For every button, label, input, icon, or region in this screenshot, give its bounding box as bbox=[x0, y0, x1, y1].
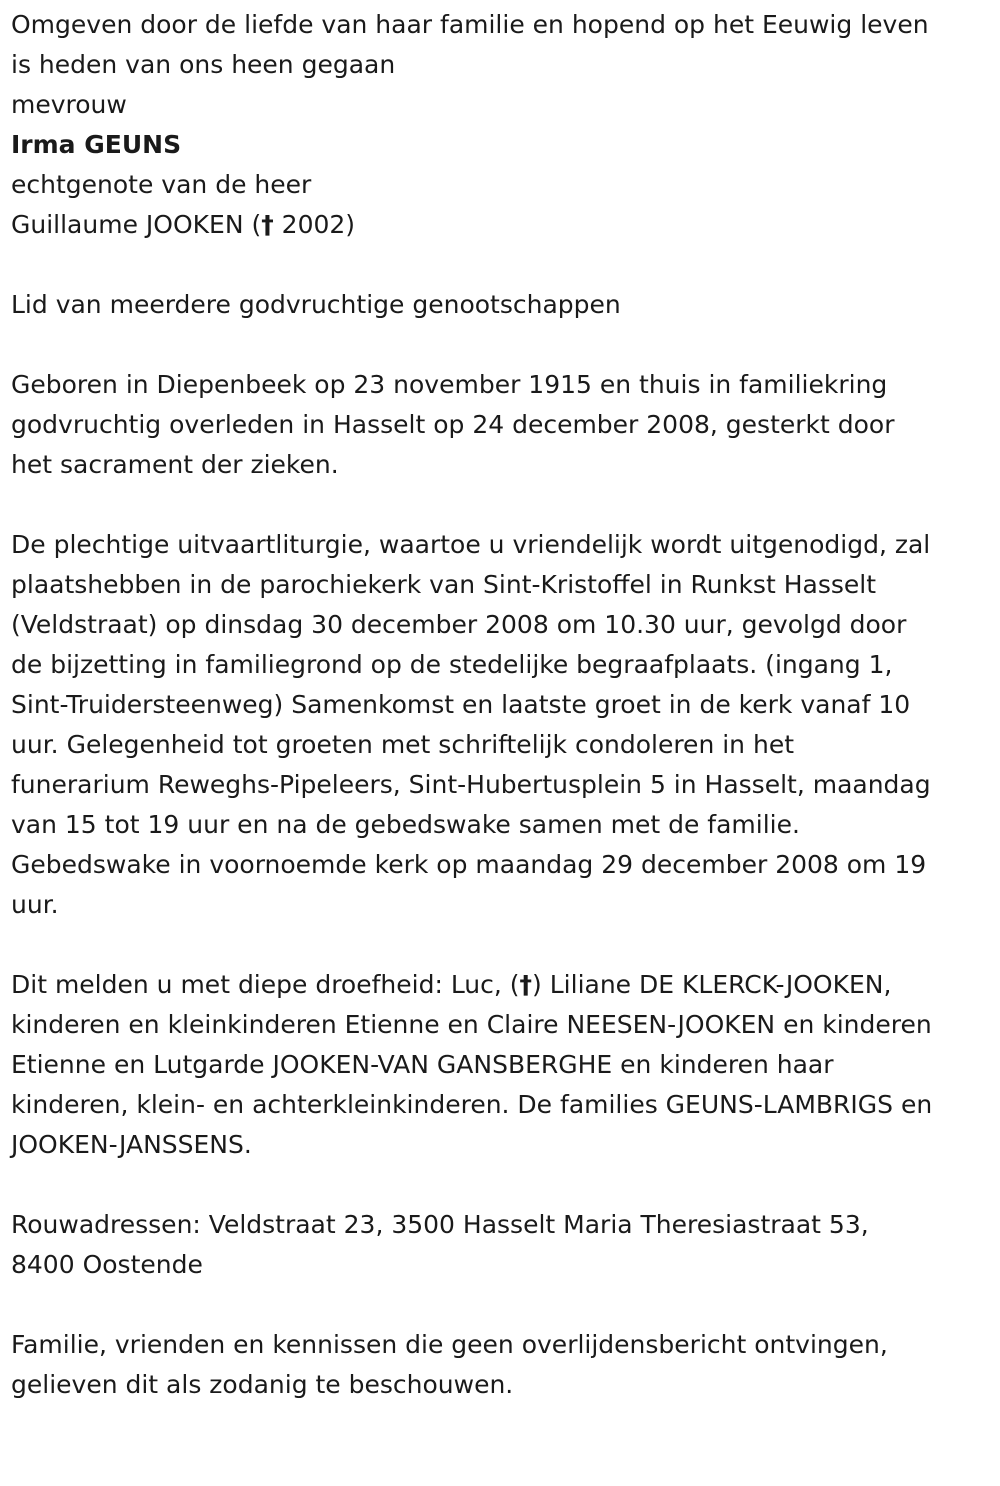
funeral-paragraph bbox=[11, 525, 985, 925]
closing-line: gelieven dit als zodanig te beschouwen. bbox=[11, 1370, 514, 1399]
address-line: Rouwadressen: Veldstraat 23, 3500 Hasselt Maria Theresiastraat 53, bbox=[11, 1210, 869, 1239]
membership-paragraph: Lid van meerdere godvruchtige genootschappen bbox=[11, 290, 621, 319]
funeral-line: (Veldstraat) op dinsdag 30 december 2008 om 10.30 uur, gevolgd door bbox=[11, 610, 907, 639]
cross-icon: † bbox=[261, 210, 274, 239]
intro-line: Omgeven door de liefde van haar familie en hopend op het Eeuwig leven bbox=[11, 10, 929, 39]
closing-paragraph bbox=[11, 1325, 985, 1405]
funeral-line: de bijzetting in familiegrond op de stedelijke begraafplaats. (ingang 1, bbox=[11, 650, 893, 679]
funeral-line: De plechtige uitvaartliturgie, waartoe u vriendelijk wordt uitgenodigd, zal bbox=[11, 530, 931, 559]
funeral-line: funerarium Reweghs-Pipeleers, Sint-Hubertusplein 5 in Hasselt, maandag bbox=[11, 770, 931, 799]
family-line: kinderen en kleinkinderen Etienne en Claire NEESEN-JOOKEN en kinderen bbox=[11, 1010, 932, 1039]
birth-line: godvruchtig overleden in Hasselt op 24 december 2008, gesterkt door bbox=[11, 410, 895, 439]
spouse-year: 2002) bbox=[273, 210, 356, 239]
spouse-prefix: echtgenote van de heer bbox=[11, 170, 312, 199]
funeral-line: Gebedswake in voornoemde kerk op maandag 29 december 2008 om 19 bbox=[11, 850, 927, 879]
cross-icon: † bbox=[519, 970, 533, 999]
family-first-line bbox=[11, 965, 985, 1005]
closing-line: Familie, vrienden en kennissen die geen overlijdensbericht ontvingen, bbox=[11, 1330, 888, 1359]
intro-paragraph bbox=[11, 0, 985, 85]
birth-line: Geboren in Diepenbeek op 23 november 1915 en thuis in familiekring bbox=[11, 370, 888, 399]
family-line: kinderen, klein- en achterkleinkinderen. De families GEUNS-LAMBRIGS en bbox=[11, 1090, 933, 1119]
address-paragraph bbox=[11, 1205, 985, 1285]
spouse-name: Guillaume JOOKEN ( bbox=[11, 210, 262, 239]
family-first-suffix: ) Liliane DE KLERCK-JOOKEN, bbox=[532, 970, 892, 999]
funeral-line: uur. bbox=[11, 890, 59, 919]
intro-line: is heden van ons heen gegaan bbox=[11, 50, 396, 79]
deceased-name: Irma GEUNS bbox=[11, 130, 182, 159]
spouse-line bbox=[11, 205, 985, 245]
family-line: Etienne en Lutgarde JOOKEN-VAN GANSBERGHE en kinderen haar bbox=[11, 1050, 834, 1079]
address-line: 8400 Oostende bbox=[11, 1250, 203, 1279]
family-first-prefix: Dit melden u met diepe droefheid: Luc, ( bbox=[11, 970, 520, 999]
funeral-line: Sint-Truidersteenweg) Samenkomst en laatste groet in de kerk vanaf 10 bbox=[11, 690, 911, 719]
funeral-line: van 15 tot 19 uur en na de gebedswake samen met de familie. bbox=[11, 810, 800, 839]
funeral-line: uur. Gelegenheid tot groeten met schriftelijk condoleren in het bbox=[11, 730, 794, 759]
family-paragraph bbox=[11, 965, 985, 1165]
birth-line: het sacrament der zieken. bbox=[11, 450, 339, 479]
birth-paragraph bbox=[11, 365, 985, 485]
family-line: JOOKEN-JANSSENS. bbox=[11, 1130, 252, 1159]
honorific: mevrouw bbox=[11, 90, 127, 119]
funeral-line: plaatshebben in de parochiekerk van Sint-Kristoffel in Runkst Hasselt bbox=[11, 570, 877, 599]
